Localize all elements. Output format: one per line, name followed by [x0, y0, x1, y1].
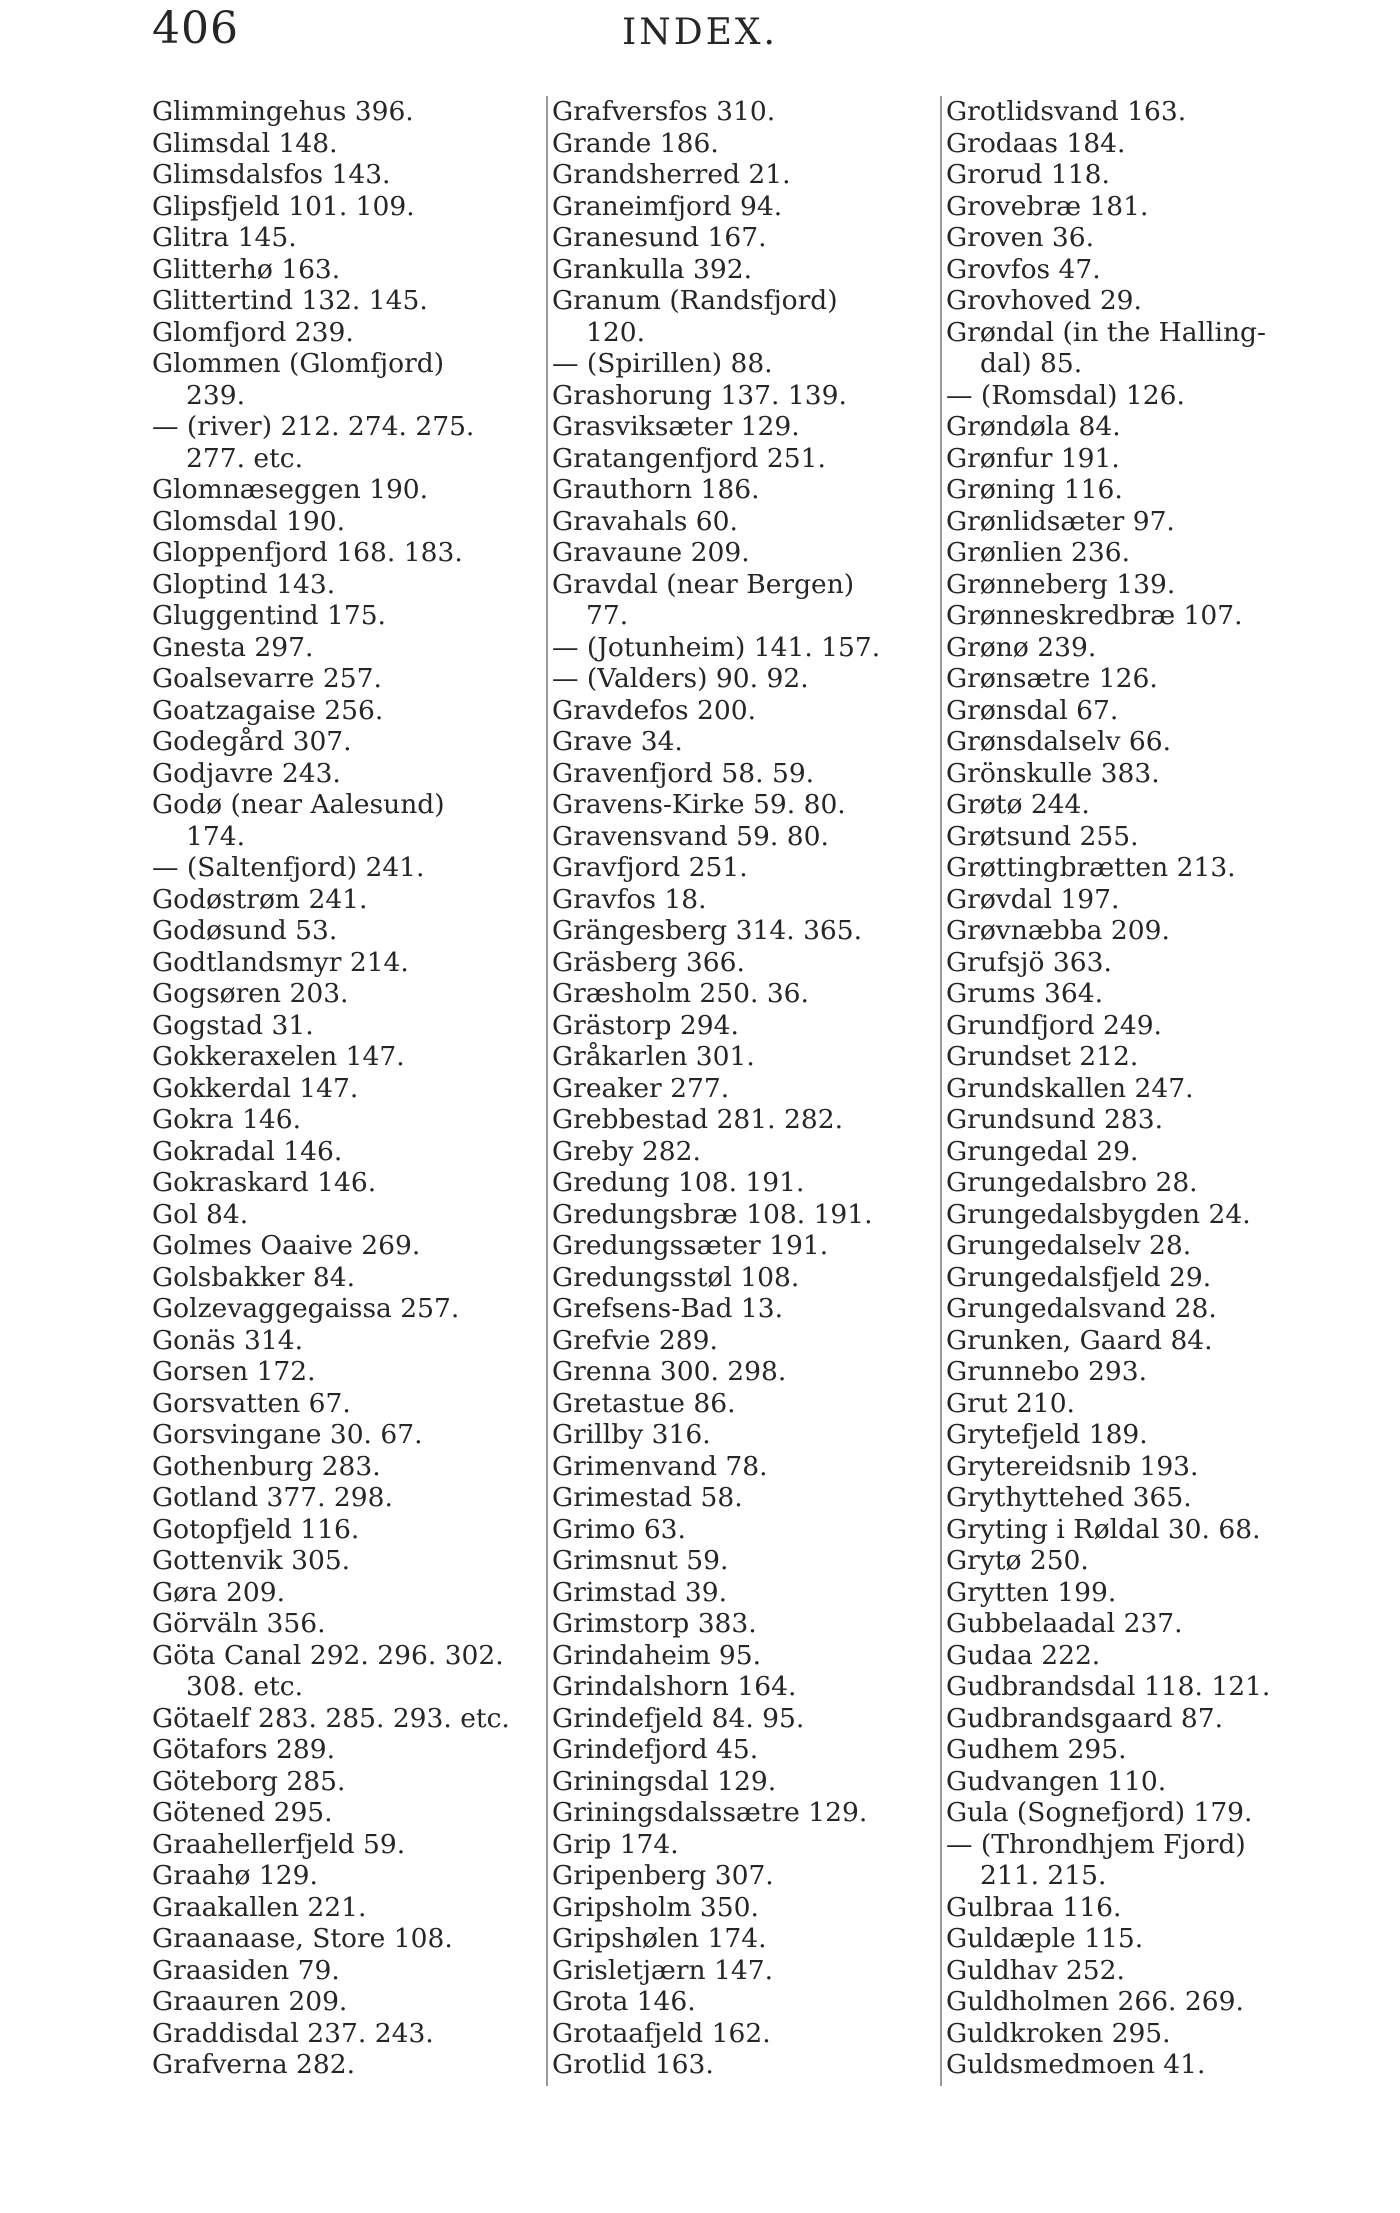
- index-entry: Göta Canal 292. 296. 302.: [152, 1639, 504, 1671]
- index-entry: Grungedalsbro 28.: [946, 1167, 1198, 1198]
- index-entry: 308. etc.: [186, 1671, 304, 1702]
- index-entry: — (Throndhjem Fjord): [946, 1828, 1246, 1860]
- index-entry: Grøttingbrætten 213.: [946, 852, 1236, 883]
- index-entry: Gokkerdal 147.: [152, 1072, 359, 1104]
- index-entry: Grip 174.: [552, 1828, 679, 1860]
- index-entry: 120.: [586, 316, 646, 348]
- index-entry: Grafversfos 310.: [552, 96, 776, 127]
- index-entry: Godøstrøm 241.: [152, 883, 368, 915]
- index-entry: Gräsberg 366.: [552, 946, 745, 978]
- index-entry: Grønneskredbræ 107.: [946, 600, 1243, 631]
- index-entry: Grungedalselv 28.: [946, 1230, 1192, 1261]
- index-entry: Götened 295.: [152, 1797, 333, 1828]
- index-entry: Gorsvingane 30. 67.: [152, 1419, 423, 1450]
- index-column-2: [546, 96, 942, 2086]
- index-entry: Godegård 307.: [152, 726, 352, 757]
- index-entry: Gredungsbræ 108. 191.: [552, 1198, 873, 1230]
- index-entry: Greby 282.: [552, 1135, 701, 1167]
- index-entry: Grindalshorn 164.: [552, 1671, 797, 1702]
- index-entry: 77.: [586, 600, 629, 631]
- index-entry: Grashorung 137. 139.: [552, 379, 847, 411]
- index-column-1: [152, 96, 538, 2081]
- index-entry: Gluggentind 175.: [152, 600, 386, 631]
- index-entry: Glomnæseggen 190.: [152, 474, 429, 505]
- index-entry: Gravensvand 59. 80.: [552, 820, 829, 852]
- index-entry: Grängesberg 314. 365.: [552, 915, 863, 946]
- index-entry: Grovhoved 29.: [946, 285, 1142, 316]
- index-entry: Grundset 212.: [946, 1041, 1139, 1072]
- index-entry: 211. 215.: [980, 1860, 1107, 1891]
- index-entry: Griningsdal 129.: [552, 1765, 777, 1797]
- index-entry: Grønlidsæter 97.: [946, 505, 1175, 537]
- index-entry: Grotlid 163.: [552, 2049, 714, 2080]
- index-entry: Golzevaggegaissa 257.: [152, 1293, 460, 1324]
- index-entry: Gokraskard 146.: [152, 1167, 377, 1198]
- index-entry: Grundfjord 249.: [946, 1009, 1162, 1041]
- index-entry: Graauren 209.: [152, 1986, 348, 2017]
- index-entry: Greaker 277.: [552, 1072, 730, 1104]
- index-entry: Grytefjeld 189.: [946, 1419, 1148, 1450]
- index-entry: Grindefjord 45.: [552, 1734, 759, 1765]
- index-entry: Godjavre 243.: [152, 757, 341, 789]
- index-entry: Grøvdal 197.: [946, 883, 1120, 915]
- index-entry: Guldsmedmoen 41.: [946, 2049, 1206, 2080]
- index-entry: 174.: [186, 820, 246, 852]
- index-entry: Grøvnæbba 209.: [946, 915, 1170, 946]
- index-entry: Grønfur 191.: [946, 442, 1120, 474]
- index-entry: Goalsevarre 257.: [152, 663, 382, 694]
- index-entry: Grønlien 236.: [946, 537, 1130, 568]
- index-entry: Gokradal 146.: [152, 1135, 343, 1167]
- index-entry: Grut 210.: [946, 1387, 1075, 1419]
- index-entry: Græsholm 250. 36.: [552, 978, 809, 1009]
- index-entry: Gravenfjord 58. 59.: [552, 757, 815, 789]
- index-entry: Grimestad 58.: [552, 1482, 743, 1513]
- index-entry: Grimo 63.: [552, 1513, 686, 1545]
- index-entry: Guldæple 115.: [946, 1923, 1144, 1954]
- index-entry: Grøtsund 255.: [946, 820, 1139, 852]
- index-entry: Glimmingehus 396.: [152, 96, 414, 127]
- index-entry: Grindefjeld 84. 95.: [552, 1702, 805, 1734]
- index-entry: Grytø 250.: [946, 1545, 1089, 1576]
- index-entry: Grodaas 184.: [946, 127, 1126, 159]
- index-entry: Grafverna 282.: [152, 2049, 356, 2080]
- index-entry: Graddisdal 237. 243.: [152, 2017, 434, 2049]
- index-entry: Gredungsstøl 108.: [552, 1261, 800, 1293]
- index-entry: Grungedalsvand 28.: [946, 1293, 1217, 1324]
- index-entry: Gotland 377. 298.: [152, 1482, 393, 1513]
- index-entry: Grästorp 294.: [552, 1009, 739, 1041]
- index-entry: Gorsen 172.: [152, 1356, 316, 1387]
- index-entry: Golsbakker 84.: [152, 1261, 355, 1293]
- index-entry: Grimsnut 59.: [552, 1545, 729, 1576]
- index-entry: Grave 34.: [552, 726, 683, 757]
- index-entry: Göteborg 285.: [152, 1765, 346, 1797]
- index-entry: — (Valders) 90. 92.: [552, 663, 809, 694]
- index-entry: Grande 186.: [552, 127, 719, 159]
- index-entry: Grønø 239.: [946, 631, 1097, 663]
- index-entry: Grums 364.: [946, 978, 1104, 1009]
- index-entry: Gogsøren 203.: [152, 978, 349, 1009]
- index-entry: Gudhem 295.: [946, 1734, 1127, 1765]
- index-entry: Götaelf 283. 285. 293. etc.: [152, 1702, 510, 1734]
- index-entry: Grandsherred 21.: [552, 159, 791, 190]
- index-entry: — (Spirillen) 88.: [552, 348, 773, 379]
- index-entry: Gredungssæter 191.: [552, 1230, 829, 1261]
- index-entry: Grovfos 47.: [946, 253, 1101, 285]
- index-entry: Grøndal (in the Halling-: [946, 316, 1266, 348]
- index-entry: Görväln 356.: [152, 1608, 326, 1639]
- index-entry: Golmes Oaaive 269.: [152, 1230, 421, 1261]
- index-entry: Godø (near Aalesund): [152, 789, 445, 820]
- index-entry: dal) 85.: [980, 348, 1083, 379]
- index-entry: Grisletjærn 147.: [552, 1954, 774, 1986]
- index-entry: — (river) 212. 274. 275.: [152, 411, 475, 442]
- index-entry: Grenna 300. 298.: [552, 1356, 787, 1387]
- index-entry: Gudvangen 110.: [946, 1765, 1167, 1797]
- index-entry: Grindaheim 95.: [552, 1639, 762, 1671]
- index-entry: Grimstad 39.: [552, 1576, 728, 1608]
- index-entry: Gudbrandsdal 118. 121.: [946, 1671, 1271, 1702]
- index-entry: Glitterhø 163.: [152, 253, 341, 285]
- index-entry: Graneimfjord 94.: [552, 190, 783, 222]
- index-entry: Graakallen 221.: [152, 1891, 367, 1923]
- index-entry: Glimsdalsfos 143.: [152, 159, 391, 190]
- index-entry: Grotaafjeld 162.: [552, 2017, 771, 2049]
- index-entry: Grungedalsfjeld 29.: [946, 1261, 1212, 1293]
- index-entry: Goatzagaise 256.: [152, 694, 384, 726]
- index-entry: Grøndøla 84.: [946, 411, 1121, 442]
- index-entry: Grundsund 283.: [946, 1104, 1164, 1135]
- index-entry: Gudaa 222.: [946, 1639, 1101, 1671]
- index-entry: Graahellerfjeld 59.: [152, 1828, 406, 1860]
- index-entry: Gravfjord 251.: [552, 852, 748, 883]
- index-entry: Grønsdal 67.: [946, 694, 1119, 726]
- index-entry: Gravfos 18.: [552, 883, 707, 915]
- index-entry: Gokkeraxelen 147.: [152, 1041, 405, 1072]
- index-entry: Glimsdal 148.: [152, 127, 338, 159]
- index-entry: Grønsætre 126.: [946, 663, 1158, 694]
- index-entry: Grundskallen 247.: [946, 1072, 1194, 1104]
- index-entry: Glomsdal 190.: [152, 505, 345, 537]
- index-entry: Grunnebo 293.: [946, 1356, 1148, 1387]
- index-entry: Glitra 145.: [152, 222, 297, 253]
- index-entry: Grovebræ 181.: [946, 190, 1149, 222]
- index-entry: Glipsfjeld 101. 109.: [152, 190, 415, 222]
- index-entry: Gravahals 60.: [552, 505, 738, 537]
- index-entry: Godøsund 53.: [152, 915, 338, 946]
- index-entry: Guldhav 252.: [946, 1954, 1125, 1986]
- index-entry: Graanaase, Store 108.: [152, 1923, 453, 1954]
- index-entry: Grythyttehed 365.: [946, 1482, 1192, 1513]
- index-entry: Granum (Randsfjord): [552, 285, 838, 316]
- index-entry: Grota 146.: [552, 1986, 696, 2017]
- index-entry: Grungedal 29.: [946, 1135, 1139, 1167]
- index-entry: Grorud 118.: [946, 159, 1110, 190]
- index-entry: Gripshølen 174.: [552, 1923, 767, 1954]
- index-entry: Gotopfjeld 116.: [152, 1513, 360, 1545]
- index-entry: Gula (Sognefjord) 179.: [946, 1797, 1253, 1828]
- index-entry: Gokra 146.: [152, 1104, 302, 1135]
- running-head: INDEX.: [622, 12, 778, 53]
- index-entry: Gøra 209.: [152, 1576, 286, 1608]
- index-entry: — (Jotunheim) 141. 157.: [552, 631, 881, 663]
- index-column-3: [940, 96, 1346, 2086]
- index-entry: Guldkroken 295.: [946, 2017, 1171, 2049]
- index-entry: Grønsdalselv 66.: [946, 726, 1171, 757]
- index-entry: Gloppenfjord 168. 183.: [152, 537, 463, 568]
- index-entry: Gripsholm 350.: [552, 1891, 759, 1923]
- index-entry: Gripenberg 307.: [552, 1860, 774, 1891]
- index-entry: Gredung 108. 191.: [552, 1167, 805, 1198]
- index-entry: Götafors 289.: [152, 1734, 336, 1765]
- index-entry: Griningsdalssætre 129.: [552, 1797, 868, 1828]
- page-header: [0, 0, 1400, 70]
- index-entry: Grillby 316.: [552, 1419, 711, 1450]
- index-entry: Graahø 129.: [152, 1860, 318, 1891]
- index-entry: Grøning 116.: [946, 474, 1123, 505]
- index-entry: Godtlandsmyr 214.: [152, 946, 409, 978]
- index-entry: Grufsjö 363.: [946, 946, 1112, 978]
- index-entry: 239.: [186, 379, 246, 411]
- index-entry: Gogstad 31.: [152, 1009, 314, 1041]
- page-number: 406: [152, 3, 239, 54]
- index-entry: Glommen (Glomfjord): [152, 348, 445, 379]
- index-entry: — (Romsdal) 126.: [946, 379, 1185, 411]
- index-entry: Grungedalsbygden 24.: [946, 1198, 1251, 1230]
- index-entry: Gonäs 314.: [152, 1324, 304, 1356]
- index-entry: Groven 36.: [946, 222, 1095, 253]
- index-entry: Grimenvand 78.: [552, 1450, 768, 1482]
- index-entry: Granesund 167.: [552, 222, 767, 253]
- index-entry: Gravdal (near Bergen): [552, 568, 855, 600]
- index-entry: Glittertind 132. 145.: [152, 285, 428, 316]
- index-entry: Grøtø 244.: [946, 789, 1090, 820]
- index-entry: 277. etc.: [186, 442, 304, 474]
- index-entry: Gubbelaadal 237.: [946, 1608, 1183, 1639]
- index-entry: Gretastue 86.: [552, 1387, 736, 1419]
- index-entry: Grunken, Gaard 84.: [946, 1324, 1213, 1356]
- index-entry: Grönskulle 383.: [946, 757, 1160, 789]
- index-entry: Gottenvik 305.: [152, 1545, 351, 1576]
- index-entry: Grytereidsnib 193.: [946, 1450, 1199, 1482]
- index-entry: Graasiden 79.: [152, 1954, 340, 1986]
- index-entry: Gol 84.: [152, 1198, 249, 1230]
- index-entry: Gulbraa 116.: [946, 1891, 1122, 1923]
- index-entry: Grimstorp 383.: [552, 1608, 757, 1639]
- index-entry: Grankulla 392.: [552, 253, 753, 285]
- index-entry: Gloptind 143.: [152, 568, 336, 600]
- index-entry: Gothenburg 283.: [152, 1450, 381, 1482]
- index-entry: Gudbrandsgaard 87.: [946, 1702, 1224, 1734]
- index-entry: Gravdefos 200.: [552, 694, 757, 726]
- index-entry: Gnesta 297.: [152, 631, 314, 663]
- index-entry: — (Saltenfjord) 241.: [152, 852, 425, 883]
- index-entry: Grasviksæter 129.: [552, 411, 800, 442]
- index-entry: Glomfjord 239.: [152, 316, 354, 348]
- index-entry: Grytten 199.: [946, 1576, 1117, 1608]
- index-entry: Gråkarlen 301.: [552, 1041, 755, 1072]
- index-entry: Grefvie 289.: [552, 1324, 718, 1356]
- index-entry: Grønneberg 139.: [946, 568, 1176, 600]
- index-entry: Gratangenfjord 251.: [552, 442, 826, 474]
- index-entry: Grotlidsvand 163.: [946, 96, 1187, 127]
- index-entry: Grefsens-Bad 13.: [552, 1293, 784, 1324]
- index-entry: Gravaune 209.: [552, 537, 750, 568]
- index-entry: Gorsvatten 67.: [152, 1387, 351, 1419]
- index-entry: Guldholmen 266. 269.: [946, 1986, 1244, 2017]
- index-entry: Gravens-Kirke 59. 80.: [552, 789, 846, 820]
- index-entry: Grebbestad 281. 282.: [552, 1104, 843, 1135]
- index-entry: Gryting i Røldal 30. 68.: [946, 1513, 1261, 1545]
- index-entry: Grauthorn 186.: [552, 474, 760, 505]
